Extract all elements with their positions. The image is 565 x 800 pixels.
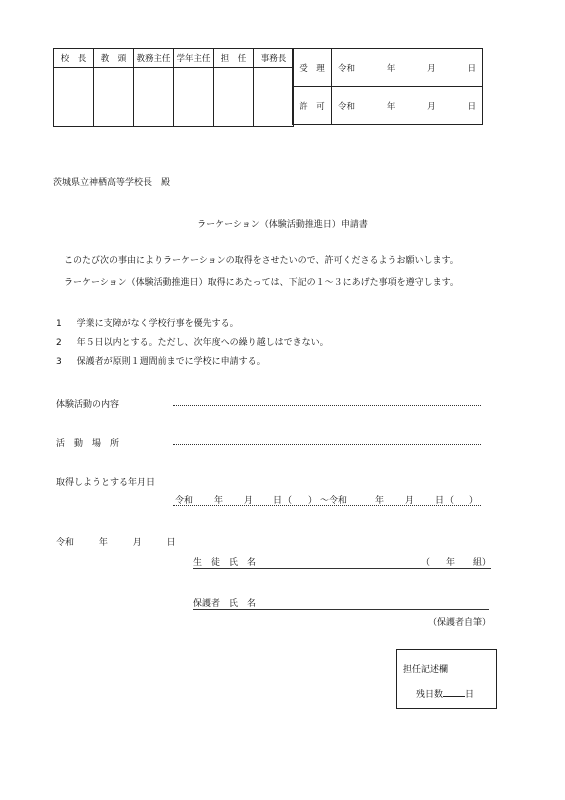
homeroom-note-box [396,649,497,709]
approval-stamp-table [53,48,294,127]
place-label: 活 動 場 所 [56,439,120,449]
received-era: 令和 [338,63,356,74]
approved-month: 月 [427,101,436,112]
stamp-box-principal [54,68,94,127]
class-label: 組） [473,558,492,568]
rule-number: 2 [56,338,62,348]
student-name-label: 生 徒 氏 名 [193,558,257,568]
approval-header-academic-head: 教務主任 [134,49,174,68]
approval-header-office-head: 事務長 [254,49,294,68]
received-label: 受 理 [293,49,332,87]
rule-item [56,316,239,329]
date-label: 取得しようとする年月日 [56,478,156,488]
stamp-box-academic-head [134,68,174,127]
approved-year: 年 [386,101,396,112]
rule-number: 3 [56,357,62,367]
receipt-table [292,48,483,125]
stamp-box-homeroom [214,68,254,127]
received-day: 日 [467,63,476,74]
stamp-box-vice-principal [94,68,134,127]
place-input-line[interactable] [173,432,481,445]
guardian-name-label: 保護者 氏 名 [193,599,257,609]
approved-date [332,87,483,125]
date-range-line[interactable]: 令和 年 月 日 （ ） ～令和 年 月 日 （ ） [173,493,481,506]
received-month: 月 [427,63,436,74]
rule-text: 学業に支障がなく学校行事を優先する。 [76,319,239,329]
remaining-days-input[interactable] [443,687,465,697]
guardian-name-line[interactable] [193,596,489,610]
remaining-label: 残日数 [416,690,444,700]
intro-line-1: このたび次の事由によりラーケーションの取得をさせたいので、許可くださるようお願いします。 [64,256,459,266]
activity-label: 体験活動の内容 [56,400,120,410]
rule-text: 保護者が原則１週間前までに学校に申請する。 [76,357,266,367]
received-year: 年 [386,63,396,74]
approval-header-homeroom: 担 任 [214,49,254,68]
stamp-box-grade-head [174,68,214,127]
signature-date: 令和 年 月 日 [56,538,176,548]
approval-header-vice-principal: 教 頭 [94,49,134,68]
received-date [332,49,483,87]
page-title: ラーケーション（体験活動推進日）申請書 [197,220,368,230]
addressee: 茨城県立神栖高等学校長 殿 [53,178,171,188]
approved-label: 許 可 [293,87,332,125]
grade-label: 年 [446,558,456,568]
approval-header-principal: 校 長 [54,49,94,68]
approved-era: 令和 [338,101,356,112]
stamp-box-office-head [254,68,294,127]
approval-header-grade-head: 学年主任 [174,49,214,68]
rule-number: 1 [56,319,62,329]
remaining-unit: 日 [465,690,475,700]
student-name-line[interactable]: 生 徒 氏 名 （ 年 組） [193,555,491,569]
remaining-days [416,687,474,700]
rule-item [56,335,329,348]
rule-item [56,354,266,367]
intro-line-2: ラーケーション（体験活動推進日）取得にあたっては、下記の１～３にあげた事項を遵守します。 [64,278,459,288]
rule-text: 年５日以内とする。ただし、次年度への繰り越しはできない。 [76,338,329,348]
note-box-title: 担任記述欄 [403,665,449,675]
guardian-note: （保護者自筆） [428,618,492,628]
approved-day: 日 [467,101,476,112]
activity-input-line[interactable] [173,393,481,406]
